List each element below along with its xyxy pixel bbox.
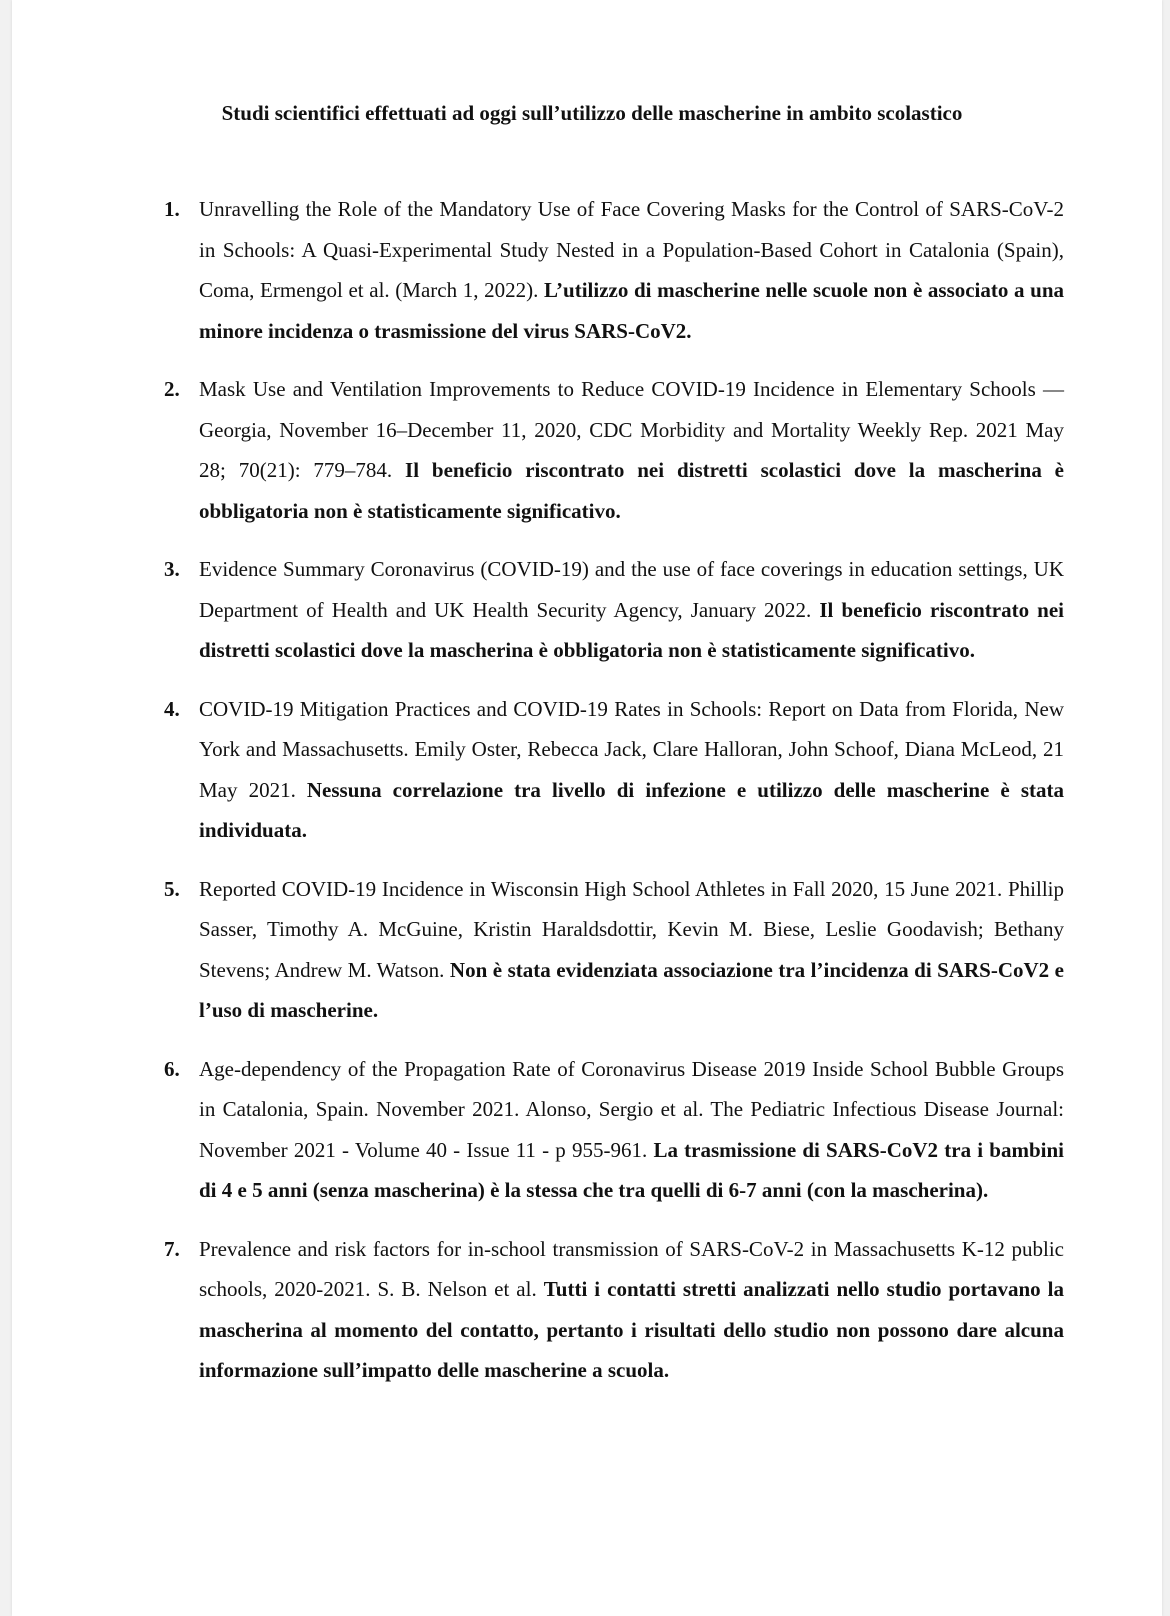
item-finding: Nessuna correlazione tra livello di infezione e utilizzo delle mascherine è stata individuata. [199,777,1064,842]
list-item [152,1049,1064,1211]
item-citation: Unravelling the Role of the Mandatory Use of Face Covering Masks for the Control of SARS-CoV-2 in Schools: A Quasi-Experimental Study Nested in a Population-Based Cohort in Catalonia (Spain), Coma, Ermengol et al. (March 1, 2022). [199,197,1064,302]
item-number: 2. [164,377,180,401]
list-item [152,689,1064,851]
item-finding: L’utilizzo di mascherine nelle scuole non è associato a una minore incidenza o trasmissione del virus SARS-CoV2. [199,278,1064,343]
list-item [152,869,1064,1031]
item-number: 3. [164,557,180,581]
item-finding: Il beneficio riscontrato nei distretti scolastici dove la mascherina è obbligatoria non è statisticamente significativo. [199,597,1065,662]
item-citation: Mask Use and Ventilation Improvements to Reduce COVID-19 Incidence in Elementary Schools — Georgia, November 16–December 11, 2020, CDC Morbidity and Mortality Weekly Rep. 2021 May 28; 70(21): 779–784. [199,377,1064,482]
item-number: 7. [164,1236,180,1261]
list-item [152,189,1064,351]
item-citation: Age-dependency of the Propagation Rate of Coronavirus Disease 2019 Inside School Bubble Groups in Catalonia, Spain. November 2021. Alonso, Sergio et al. The Pediatric Infectious Disease Journal: November 2021 - Volume 40 - Issue 11 - p 955-961. [199,1056,1064,1162]
list-item [152,1229,1064,1391]
item-number: 1. [164,197,180,221]
item-finding: Il beneficio riscontrato nei distretti scolastici dove la mascherina è obbligatoria non è statisticamente significativo. [199,458,1065,523]
document-page [12,0,1162,1616]
item-number: 5. [164,876,180,901]
document-title: Studi scientifici effettuati ad oggi sull’utilizzo delle mascherine in ambito scolastico [221,101,963,125]
item-citation: Prevalence and risk factors for in-school transmission of SARS-CoV-2 in Massachusetts K-12 public schools, 2020-2021. S. B. Nelson et al. [199,1236,1064,1301]
item-citation: COVID-19 Mitigation Practices and COVID-19 Rates in Schools: Report on Data from Florida, New York and Massachusetts. Emily Oster, Rebecca Jack, Clare Halloran, John Schoof, Diana McLeod, 21 May 2021. [199,696,1064,802]
list-item [152,549,1064,671]
item-number: 4. [164,696,180,721]
item-finding: La trasmissione di SARS-CoV2 tra i bambini di 4 e 5 anni (senza mascherina) è la stessa che tra quelli di 6-7 anni (con la mascherina). [199,1137,1064,1202]
item-finding: Non è stata evidenziata associazione tra l’incidenza di SARS-CoV2 e l’uso di mascherine. [199,957,1064,1022]
item-citation: Evidence Summary Coronavirus (COVID-19) and the use of face coverings in education settings, UK Department of Health and UK Health Security Agency, January 2022. [199,557,1064,622]
item-finding: Tutti i contatti stretti analizzati nello studio portavano la mascherina al momento del contatto, pertanto i risultati dello studio non possono dare alcuna informazione sull’impatto delle mascherine a scuola. [199,1277,1065,1382]
item-citation: Reported COVID-19 Incidence in Wisconsin High School Athletes in Fall 2020, 15 June 2021. Phillip Sasser, Timothy A. McGuine, Kristin Haraldsdottir, Kevin M. Biese, Leslie Goodavish; Bethany Stevens; Andrew M. Watson. [199,876,1064,982]
list-item [152,369,1064,531]
studies-list [152,189,1064,1409]
item-number: 6. [164,1056,180,1081]
